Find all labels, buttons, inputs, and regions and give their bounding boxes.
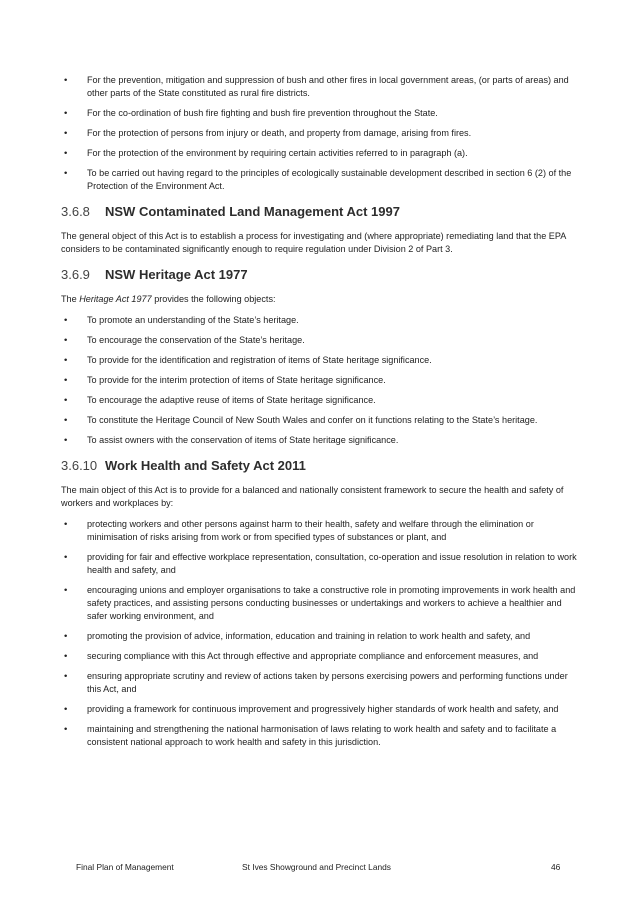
section-body: The main object of this Act is to provide for a balanced and nationally consistent framework to secure the health and safety of workers and workplaces by: xyxy=(61,485,564,508)
intro-text: provides the following objects: xyxy=(151,294,276,304)
list-item: • To encourage the conservation of the State’s heritage. xyxy=(61,334,577,347)
list-item: • providing a framework for continuous improvement and progressively higher standards of work health and safety, and xyxy=(61,703,577,716)
section-number: 3.6.8 xyxy=(61,204,90,219)
list-item: • securing compliance with this Act through effective and appropriate compliance and enforcement measures, and xyxy=(61,650,577,663)
section-number: 3.6.9 xyxy=(61,267,90,282)
list-item: • encouraging unions and employer organisations to take a constructive role in promoting improvements in work health and safety practices, and assisting persons conducting businesses or undertakings and workers to achieve a healthier and safer working environment, and xyxy=(61,584,577,623)
intro-text: The xyxy=(61,294,80,304)
section-heading-3-6-8 xyxy=(61,204,577,220)
list-item: • To provide for the identification and registration of items of State heritage significance. xyxy=(61,354,577,367)
list-item: • To assist owners with the conservation of items of State heritage significance. xyxy=(61,434,577,447)
list-item: • For the protection of persons from injury or death, and property from damage, arising from fires. xyxy=(61,127,577,140)
list-item: • To constitute the Heritage Council of New South Wales and confer on it functions relating to the State’s heritage. xyxy=(61,414,577,427)
rural-fires-objects-list xyxy=(61,74,577,193)
whs-objects-list xyxy=(61,518,577,749)
act-name-italic: Heritage Act 1977 xyxy=(79,294,152,304)
list-item: • To be carried out having regard to the principles of ecologically sustainable development described in section 6 (2) of the Protection of the Environment Act. xyxy=(61,167,577,193)
list-item: • providing for fair and effective workplace representation, consultation, co-operation and issue resolution in relation to work health and safety, and xyxy=(61,551,577,577)
section-title: Work Health and Safety Act 2011 xyxy=(105,458,306,473)
section-title: NSW Heritage Act 1977 xyxy=(105,267,248,282)
footer-site-name: St Ives Showground and Precinct Lands xyxy=(242,862,391,872)
footer-document-title: Final Plan of Management xyxy=(76,862,174,872)
section-title: NSW Contaminated Land Management Act 1997 xyxy=(105,204,400,219)
list-item: • protecting workers and other persons against harm to their health, safety and welfare through the elimination or minimisation of risks arising from work or from specified types of substances or plant, and xyxy=(61,518,577,544)
list-item: • ensuring appropriate scrutiny and review of actions taken by persons exercising powers and performing functions under this Act, and xyxy=(61,670,577,696)
list-item: • For the prevention, mitigation and suppression of bush and other fires in local government areas, (or parts of areas) and other parts of the State constituted as rural fire districts. xyxy=(61,74,577,100)
list-item: • promoting the provision of advice, information, education and training in relation to work health and safety, and xyxy=(61,630,577,643)
section-heading-3-6-10 xyxy=(61,458,577,474)
list-item: • To encourage the adaptive reuse of items of State heritage significance. xyxy=(61,394,577,407)
section-number: 3.6.10 xyxy=(61,458,98,473)
footer-page-number: 46 xyxy=(551,862,561,872)
list-item: • For the protection of the environment by requiring certain activities referred to in paragraph (a). xyxy=(61,147,577,160)
page-content xyxy=(61,74,577,756)
section-body: The general object of this Act is to establish a process for investigating and (where appropriate) remediating land that the EPA considers to be contaminated significantly enough to require regulation under Division 2 of Part 3. xyxy=(61,231,566,254)
list-item: • For the co-ordination of bush fire fighting and bush fire prevention throughout the State. xyxy=(61,107,577,120)
list-item: • maintaining and strengthening the national harmonisation of laws relating to work health and safety and to facilitate a consistent national approach to work health and safety in this jurisdiction. xyxy=(61,723,577,749)
list-item: • To promote an understanding of the State’s heritage. xyxy=(61,314,577,327)
list-item: • To provide for the interim protection of items of State heritage significance. xyxy=(61,374,577,387)
section-intro xyxy=(61,293,577,306)
section-heading-3-6-9 xyxy=(61,267,577,283)
heritage-objects-list xyxy=(61,314,577,447)
